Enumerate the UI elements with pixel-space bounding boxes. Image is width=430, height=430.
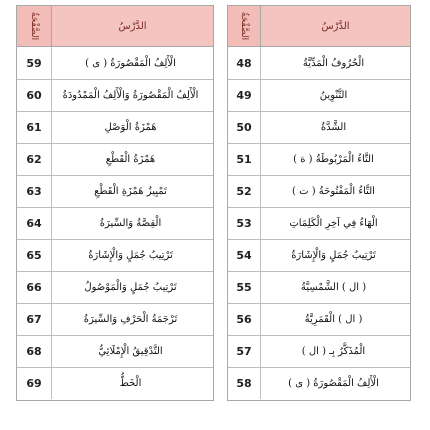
table-row [17, 79, 213, 112]
table-row [17, 239, 213, 272]
toc-column-left [16, 5, 214, 401]
page-number: 55 [228, 271, 261, 303]
lesson-title: الْأَلِفُ الْمَقْصُورَةُ ( ى ) [85, 57, 176, 69]
page-number: 48 [228, 47, 261, 79]
lesson-column-header: الدَّرْسُ [118, 20, 147, 32]
table-row [17, 175, 213, 208]
page-number: 59 [17, 47, 52, 79]
table-row [228, 47, 410, 80]
lesson-title: تَمْيِيزُ هَمْزَةِ الْقَطْعِ [94, 185, 167, 197]
lesson-title: تَرْتِيبُ جُمَلٍ وَالْإِشَارَةُ [88, 249, 173, 261]
page-number: 66 [17, 271, 52, 303]
page-number: 58 [228, 367, 261, 399]
page-number: 53 [228, 207, 261, 239]
lesson-title: التَّنْوِينُ [319, 89, 348, 101]
lesson-title: الْقِصَّةُ وَالسِّيرَةُ [99, 217, 162, 229]
lesson-title: تَرْجَمَةُ الْحَرْفِ وَالسِّيرَةُ [83, 313, 178, 325]
page-number: 63 [17, 175, 52, 207]
page-number: 68 [17, 335, 52, 367]
table-row [17, 367, 213, 399]
table-row [228, 303, 410, 336]
lesson-title: تَرْتِيبُ جُمَلٍ وَالْإِشَارَةُ [291, 249, 376, 261]
lesson-title: هَمْزَةُ الْقَطْعِ [105, 153, 156, 165]
page-number: 64 [17, 207, 52, 239]
lesson-title: الْهَاءُ فِي آخِرِ الْكَلِمَاتِ [289, 217, 378, 229]
lesson-title: الْخَطُّ [119, 377, 142, 389]
page-number: 69 [17, 367, 52, 399]
page-number: 50 [228, 111, 261, 143]
lesson-title: الْأَلِفُ الْمَقْصُورَةُ ( ى ) [288, 377, 379, 389]
page-number: 60 [17, 79, 52, 111]
table-row [228, 143, 410, 176]
table-row [17, 47, 213, 80]
table-row [17, 303, 213, 336]
table-of-contents [14, 5, 410, 401]
lesson-title: ( ال ) الشَّمْسِيَّةُ [300, 281, 367, 293]
table-row [17, 335, 213, 368]
table-row [228, 79, 410, 112]
lesson-title: التَّدْقِيقُ الْإِمْلَائِيُّ [98, 345, 163, 357]
table-row [228, 271, 410, 304]
page-number: 61 [17, 111, 52, 143]
table-row [228, 239, 410, 272]
page-number: 51 [228, 143, 261, 175]
lesson-title: التَّاءُ الْمَرْبُوطَةُ ( ة ) [293, 153, 374, 165]
table-row [228, 367, 410, 399]
toc-column-right [227, 5, 411, 401]
page-number: 52 [228, 175, 261, 207]
lesson-column-header: الدَّرْسُ [321, 20, 350, 32]
lesson-title: تَرْتِيبُ جُمَلٍ وَالْمَوْصُولُ [84, 281, 177, 293]
lesson-title: الْحُرُوفُ الْمَدِّيَّةُ [302, 57, 365, 69]
lesson-title: الشَّدَّةُ [320, 121, 347, 133]
lesson-title: الْمُذَكَّرُ بِـ ( ال ) [301, 345, 366, 357]
lesson-title: هَمْزَةُ الْوَصْلِ [104, 121, 157, 133]
page-column-header: الصَّفْحَةُ [17, 6, 52, 46]
table-row [17, 271, 213, 304]
table-row [17, 143, 213, 176]
page-number: 65 [17, 239, 52, 271]
table-row [228, 207, 410, 240]
page-number: 57 [228, 335, 261, 367]
page-number: 62 [17, 143, 52, 175]
lesson-title: التَّاءُ الْمَفْتُوحَةُ ( ت ) [292, 185, 375, 197]
table-row [17, 207, 213, 240]
table-row [228, 175, 410, 208]
page-number: 56 [228, 303, 261, 335]
lesson-title: ( ال ) الْقَمَرِيَّةُ [304, 313, 363, 325]
table-row [17, 111, 213, 144]
page-column-header: الصَّفْحَةُ [228, 6, 261, 46]
table-row [228, 111, 410, 144]
page-number: 54 [228, 239, 261, 271]
column-header [228, 6, 410, 47]
column-header [17, 6, 213, 47]
page-number: 67 [17, 303, 52, 335]
page-number: 49 [228, 79, 261, 111]
lesson-title: الْأَلِفُ الْمَقْصُورَةُ وَالْأَلِفُ الْمَمْدُودَةُ [62, 89, 199, 101]
table-row [228, 335, 410, 368]
